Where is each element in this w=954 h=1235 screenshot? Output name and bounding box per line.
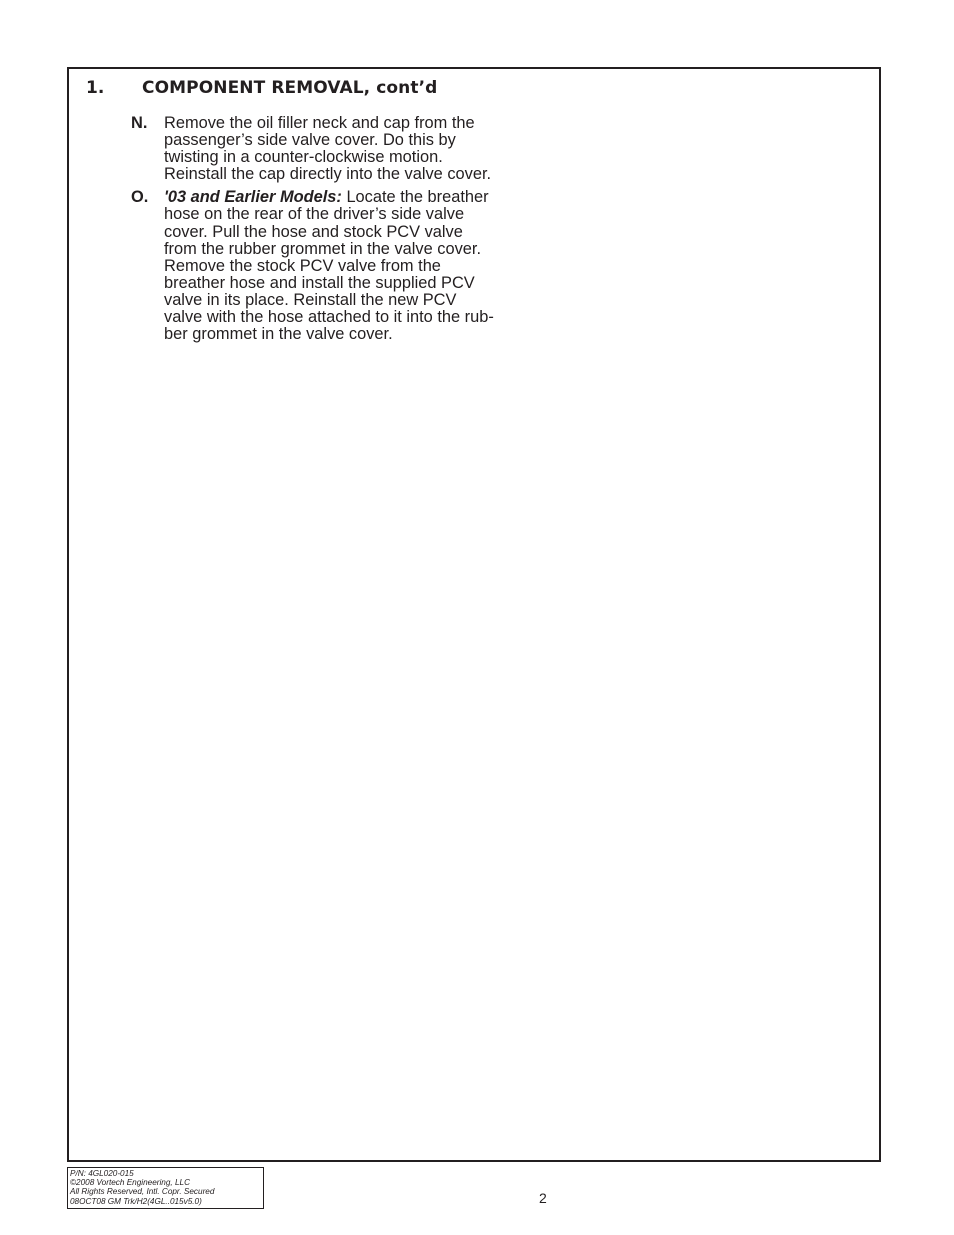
step-n bbox=[131, 115, 531, 183]
step-text-line: hose on the rear of the driver’s side valve bbox=[164, 205, 465, 224]
step-text-line: Remove the stock PCV valve from the bbox=[164, 256, 441, 275]
page-number: 2 bbox=[539, 1190, 547, 1206]
step-o bbox=[131, 189, 531, 343]
step-text-line: passenger’s side valve cover. Do this by bbox=[164, 131, 456, 150]
step-list bbox=[131, 115, 531, 349]
step-text-line: from the rubber grommet in the valve cover. bbox=[164, 239, 482, 258]
page-content-frame bbox=[67, 67, 881, 1162]
section-number: 1. bbox=[86, 78, 105, 98]
section-title: COMPONENT REMOVAL, cont’d bbox=[142, 78, 438, 98]
step-text-run: Locate the breather bbox=[341, 188, 489, 207]
rights-line: All Rights Reserved, Intl. Copr. Secured bbox=[70, 1187, 215, 1197]
footer-info-box bbox=[67, 1167, 264, 1209]
step-text-line: valve in its place. Reinstall the new PCV bbox=[164, 290, 457, 309]
step-text-line: ber grommet in the valve cover. bbox=[164, 325, 393, 344]
step-text-line: valve with the hose attached to it into the rub- bbox=[164, 308, 494, 327]
step-text-line: Reinstall the cap directly into the valve cover. bbox=[164, 165, 492, 184]
step-text-line: breather hose and install the supplied PCV bbox=[164, 273, 475, 292]
revision-line: 08OCT08 GM Trk/H2(4GL..015v5.0) bbox=[70, 1196, 202, 1206]
step-letter: N. bbox=[131, 114, 148, 132]
step-text-line bbox=[164, 189, 531, 206]
section-heading bbox=[86, 78, 437, 98]
copyright-line: ©2008 Vortech Engineering, LLC bbox=[70, 1178, 190, 1188]
step-text-line: twisting in a counter-clockwise motion. bbox=[164, 148, 443, 167]
step-text-line: Remove the oil filler neck and cap from the bbox=[164, 114, 475, 132]
step-lead-in: '03 and Earlier Models: bbox=[164, 188, 342, 207]
step-letter: O. bbox=[131, 188, 149, 207]
part-number: P/N: 4GL020-015 bbox=[70, 1169, 134, 1178]
step-text-line: cover. Pull the hose and stock PCV valve bbox=[164, 222, 463, 241]
